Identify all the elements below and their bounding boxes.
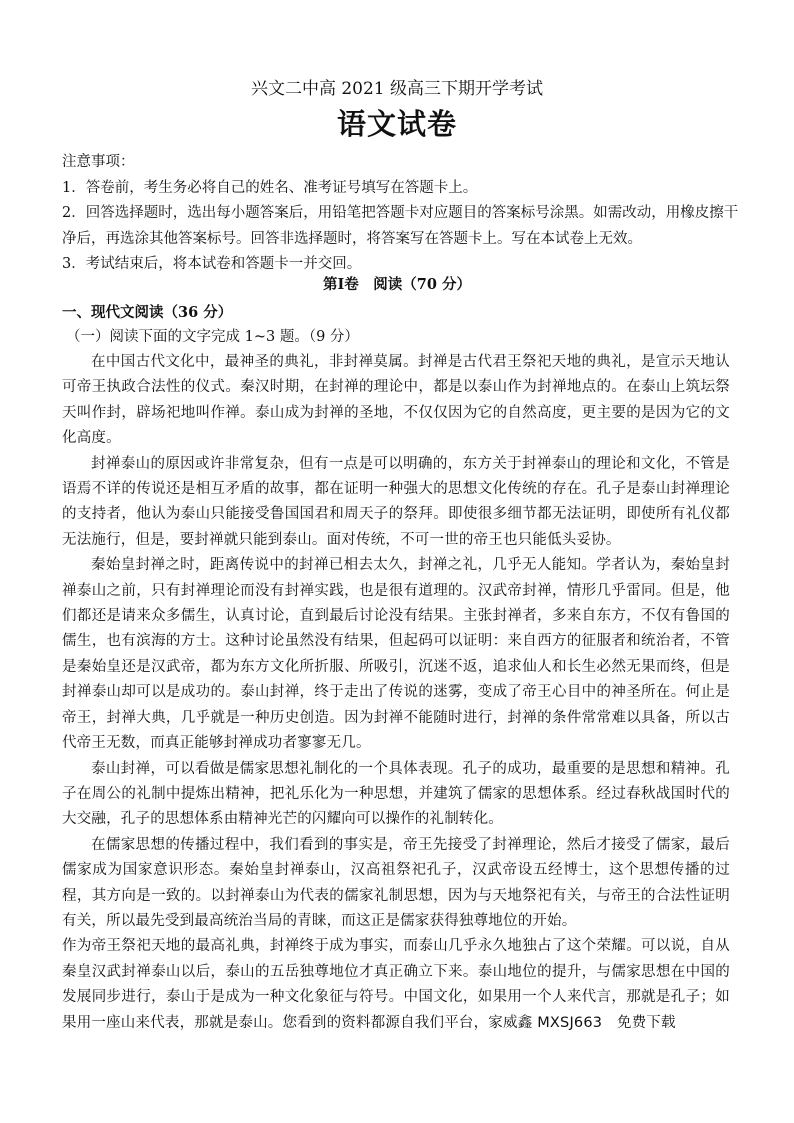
section-subheading: （一）阅读下面的文字完成 1~3 题。（9 分） (66, 329, 359, 345)
exam-title: 语文试卷 (336, 107, 457, 141)
reading-passage (62, 350, 730, 1036)
notice-item-2: 2．回答选择题时，选出每小题答案后，用铅笔把答题卡对应题目的答案标号涂黑。如需改动，用橡皮擦干净后，再选涂其他答案标号。回答非选择题时，将答案写在答题卡上。写在本试卷上无效。 (62, 205, 739, 247)
passage-paragraph-6 (62, 934, 730, 1036)
passage-paragraph-2: 封禅泰山的原因或许非常复杂，但有一点是可以明确的，东方关于封禅泰山的理论和文化，不管是语焉不详的传说还是相互矛盾的故事，都在证明一种强大的思想文化传统的存在。孔子是泰山封禅理论的支持者，他认为泰山只能接受鲁国国君和周天子的祭拜。即使很多细节都无法证明，即使所有礼仪都无法施行，但是，要封禅就只能到泰山。面对传统，不可一世的帝王也只能低头妥协。 (62, 455, 730, 548)
part-heading: 第Ⅰ卷 阅读（70 分） (322, 276, 471, 293)
section-heading: 一、现代文阅读（36 分） (62, 304, 233, 321)
notice-item-3: 3．考试结束后，将本试卷和答题卡一并交回。 (62, 256, 362, 272)
passage-paragraph-3: 秦始皇封禅之时，距离传说中的封禅已相去太久，封禅之礼，几乎无人能知。学者认为，秦始皇封禅泰山之前，只有封禅理论而没有封禅实践，也是很有道理的。汉武帝封禅，情形几乎雷同。但是，他们都还是请来众多儒生，认真讨论，直到最后讨论没有结果。主张封禅者，多来自东方，不仅有鲁国的儒生，也有滨海的方士。这种讨论虽然没有结果，但起码可以证明：来自西方的征服者和统治者，不管是秦始皇还是汉武帝，都为东方文化所折服、所吸引，沉迷不返，追求仙人和长生必然无果而终，但是封禅泰山却可以是成功的。泰山封禅，终于走出了传说的迷雾，变成了帝王心目中的神圣所在。何止是帝王，封禅大典，几乎就是一种历史创造。因为封禅不能随时进行，封禅的条件常常难以具备，所以古代帝王无数，而真正能够封禅成功者寥寥无几。 (62, 557, 730, 752)
notice-block (62, 150, 742, 278)
passage-paragraph-6-text: 作为帝王祭祀天地的最高礼典，封禅终于成为事实，而泰山几乎永久地独占了这个荣耀。可以说，自从秦皇汉武封禅泰山以后，泰山的五岳独尊地位才真正确立下来。泰山地位的提升，与儒家思想在中国的发展同步进行，泰山于是成为一种文化象征与符号。中国文化，如果用一个人来代言，那就是孔子；如果用一座山来代表，那就是泰山。 (62, 938, 730, 1031)
passage-paragraph-4: 泰山封禅，可以看做是儒家思想礼制化的一个具体表现。孔子的成功，最重要的是思想和精神。孔子在周公的礼制中提炼出精神，把礼乐化为一种思想，并建筑了儒家的思想体系。经过春秋战国时代的大交融，孔子的思想体系由精神光芒的闪耀向可以操作的礼制转化。 (62, 760, 730, 828)
passage-paragraph-5: 在儒家思想的传播过程中，我们看到的事实是，帝王先接受了封禅理论，然后才接受了儒家，最后儒家成为国家意识形态。秦始皇封禅泰山，汉高祖祭祀孔子，汉武帝设五经博士，这个思想传播的过程，其方向是一致的。以封禅泰山为代表的儒家礼制思想，因为与天地祭祀有关，与帝王的合法性证明有关，所以最先受到最高统治当局的青睐，而这正是儒家获得独尊地位的开始。 (62, 836, 730, 929)
passage-paragraph-1: 在中国古代文化中，最神圣的典礼，非封禅莫属。封禅是古代君王祭祀天地的典礼，是宣示天地认可帝王执政合法性的仪式。秦汉时期，在封禅的理论中，都是以泰山作为封禅地点的。在泰山上筑坛祭天叫作封，辟场祀地叫作禅。泰山成为封禅的圣地，不仅仅因为它的自然高度，更主要的是因为它的文化高度。 (62, 354, 730, 447)
source-footer-note: 您看到的资料都源自我们平台，家威鑫 MXSJ663 免费下载 (282, 1014, 676, 1031)
notice-label: 注意事项： (62, 154, 135, 170)
notice-item-1: 1．答卷前，考生务必将自己的姓名、准考证号填写在答题卡上。 (62, 179, 478, 196)
exam-subtitle: 兴文二中高 2021 级高三下期开学考试 (250, 79, 544, 99)
